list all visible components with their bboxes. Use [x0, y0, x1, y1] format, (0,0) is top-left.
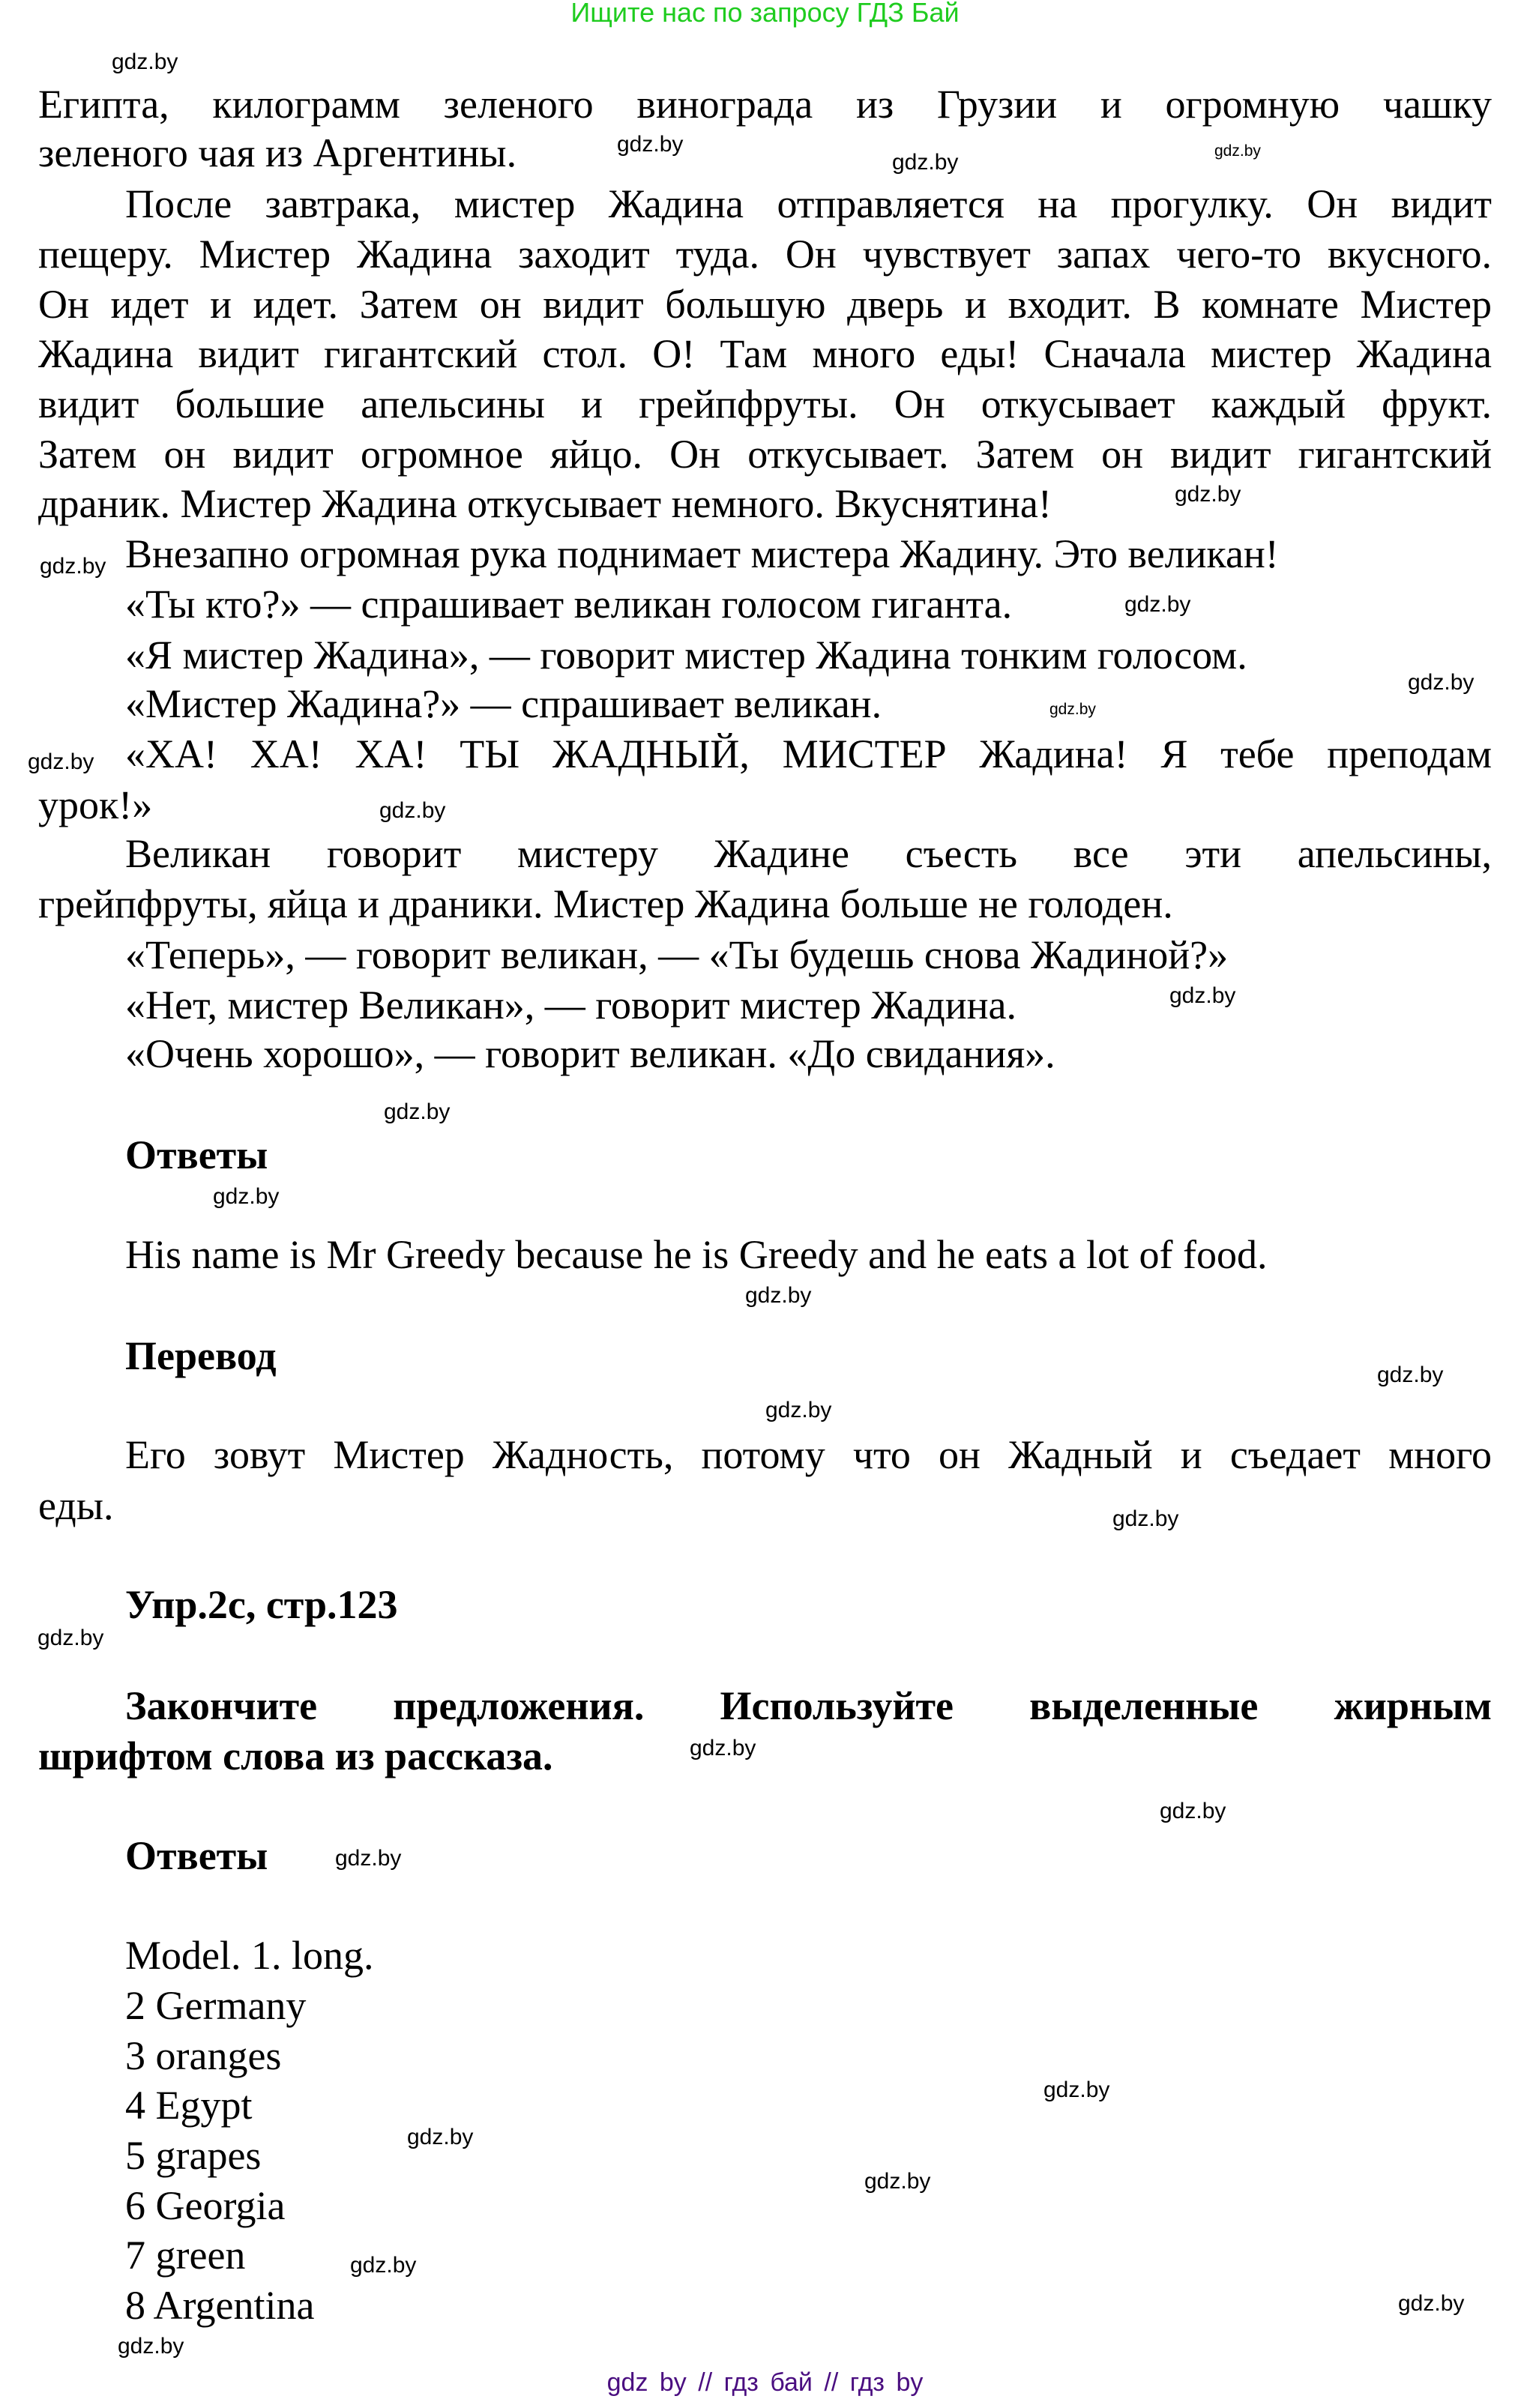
text-line: «Очень хорошо», — говорит великан. «До свидания». [125, 1031, 1055, 1076]
watermark: gdz.by [28, 749, 94, 774]
answer-item: 7 green [125, 2233, 246, 2278]
answer-item: 5 grapes [125, 2133, 262, 2178]
watermark: gdz.by [1124, 592, 1191, 617]
text-line: «ХА! ХА! ХА! ТЫ ЖАДНЫЙ, МИСТЕР Жадина! Я тебе преподам [125, 731, 1492, 776]
watermark: gdz.by [384, 1099, 451, 1124]
text-line: Затем он видит огромное яйцо. Он откусывает. Затем он видит гигантский [38, 432, 1492, 477]
text-line: Египта, килограмм зеленого винограда из Грузии и огромную чашку [38, 82, 1492, 127]
watermark: gdz.by [1112, 1506, 1179, 1531]
answers-heading: Ответы [125, 1132, 268, 1177]
text-line: урок!» [38, 782, 153, 827]
answer-item: 4 Egypt [125, 2083, 253, 2128]
watermark: gdz.by [407, 2125, 474, 2149]
text-line: драник. Мистер Жадина откусывает немного. Вкуснятина! [38, 481, 1052, 526]
watermark: gdz.by [864, 2169, 931, 2194]
watermark: gdz.by [690, 1736, 756, 1760]
text-line: «Я мистер Жадина», — говорит мистер Жадина тонким голосом. [125, 633, 1247, 678]
translation-line: Его зовут Мистер Жадность, потому что он Жадный и съедает много [125, 1432, 1492, 1477]
watermark: gdz.by [37, 1626, 104, 1650]
exercise-task: шрифтом слова из рассказа. [38, 1733, 553, 1778]
text-line: грейпфруты, яйца и драники. Мистер Жадина больше не голоден. [38, 881, 1173, 926]
answer-item: 6 Georgia [125, 2183, 286, 2228]
footer-links: gdz by // гдз бай // гдз by [606, 2368, 924, 2397]
watermark: gdz.by [1398, 2291, 1465, 2316]
watermark: gdz.by [765, 1398, 832, 1422]
answer-text: His name is Mr Greedy because he is Greedy and he eats a lot of food. [125, 1232, 1268, 1277]
answers-heading: Ответы [125, 1833, 268, 1878]
watermark: gdz.by [892, 150, 959, 175]
watermark: gdz.by [1049, 701, 1096, 718]
watermark: gdz.by [335, 1846, 402, 1871]
text-line: «Мистер Жадина?» — спрашивает великан. [125, 681, 882, 726]
text-line: зеленого чая из Аргентины. [38, 130, 517, 175]
watermark: gdz.by [118, 2334, 184, 2359]
watermark: gdz.by [350, 2253, 417, 2278]
exercise-title: Упр.2с, стр.123 [125, 1582, 398, 1627]
header-banner: Ищите нас по запросу ГДЗ Бай [570, 0, 960, 28]
text-line: «Теперь», — говорит великан, — «Ты будешь снова Жадиной?» [125, 932, 1229, 977]
watermark: gdz.by [112, 49, 178, 74]
text-line: «Нет, мистер Великан», — говорит мистер Жадина. [125, 983, 1017, 1028]
text-line: пещеру. Мистер Жадина заходит туда. Он чувствует запах чего-то вкусного. [38, 232, 1492, 277]
exercise-task: Закончите предложения. Используйте выделенные жирным [125, 1683, 1492, 1728]
watermark: gdz.by [1160, 1799, 1226, 1823]
text-line: «Ты кто?» — спрашивает великан голосом гиганта. [125, 582, 1013, 627]
answer-item: 8 Argentina [125, 2283, 315, 2328]
answer-item: 2 Germany [125, 1983, 307, 2028]
answer-item: Model. 1. long. [125, 1933, 374, 1978]
translation-line: еды. [38, 1483, 114, 1528]
text-line: Он идет и идет. Затем он видит большую дверь и входит. В комнате Мистер [38, 282, 1492, 327]
watermark: gdz.by [1043, 2077, 1110, 2102]
watermark: gdz.by [1377, 1363, 1444, 1387]
watermark: gdz.by [1408, 670, 1475, 695]
text-line: После завтрака, мистер Жадина отправляется на прогулку. Он видит [125, 181, 1492, 226]
translation-heading: Перевод [125, 1333, 277, 1378]
text-line: Великан говорит мистеру Жадине съесть все эти апельсины, [125, 831, 1492, 876]
watermark: gdz.by [1214, 142, 1261, 160]
text-line: Внезапно огромная рука поднимает мистера Жадину. Это великан! [125, 531, 1279, 576]
watermark: gdz.by [40, 554, 106, 579]
text-line: Жадина видит гигантский стол. О! Там много еды! Сначала мистер Жадина [38, 331, 1492, 376]
watermark: gdz.by [745, 1283, 812, 1308]
text-line: видит большие апельсины и грейпфруты. Он откусывает каждый фрукт. [38, 381, 1492, 426]
answer-item: 3 oranges [125, 2033, 282, 2078]
watermark: gdz.by [617, 132, 684, 157]
watermark: gdz.by [213, 1184, 280, 1209]
watermark: gdz.by [379, 798, 446, 823]
watermark: gdz.by [1175, 482, 1241, 507]
watermark: gdz.by [1169, 983, 1236, 1008]
